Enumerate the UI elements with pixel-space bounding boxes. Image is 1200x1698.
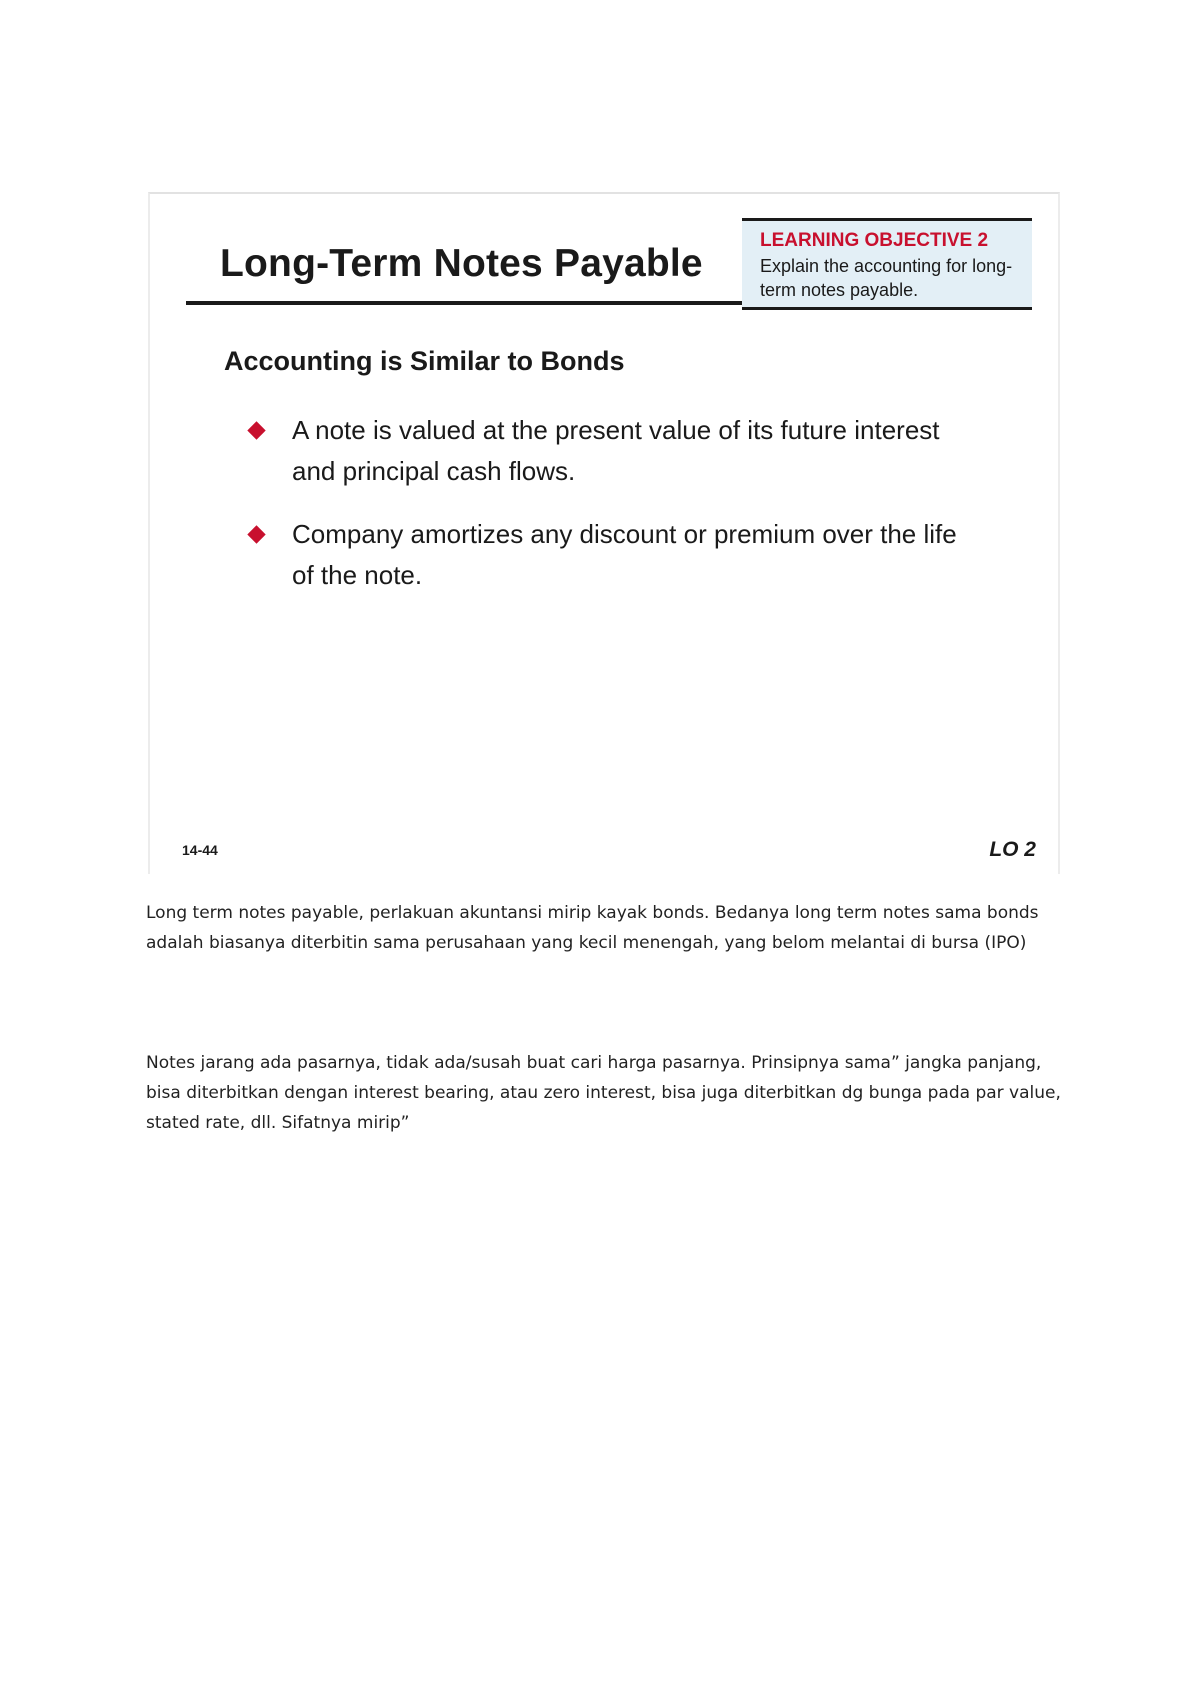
slide-subheading: Accounting is Similar to Bonds <box>224 346 625 376</box>
title-underline <box>186 301 742 305</box>
bullet-text: Company amortizes any discount or premium over the life of the note. <box>292 519 957 590</box>
note-paragraph: Notes jarang ada pasarnya, tidak ada/susah buat cari harga pasarnya. Prinsipnya sama” jangka panjang, bisa diterbitkan dengan interest bearing, atau zero interest, bisa juga diterbitkan dg bunga pada par value, stated rate, dll. Sifatnya mirip” <box>146 1053 1061 1133</box>
slide-number: 14-44 <box>182 842 218 858</box>
learning-objective-tag: LO 2 <box>989 838 1036 861</box>
learning-objective-heading: LEARNING OBJECTIVE 2 <box>760 230 989 251</box>
bullet-text: A note is valued at the present value of its future interest and principal cash flows. <box>292 415 940 486</box>
diamond-bullet-icon <box>247 525 265 543</box>
slide-title: Long-Term Notes Payable <box>220 242 703 285</box>
learning-objective-box <box>742 218 1032 310</box>
note-paragraph: Long term notes payable, perlakuan akuntansi mirip kayak bonds. Bedanya long term notes sama bonds adalah biasanya diterbitin sama perusahaan yang kecil menengah, yang belom melantai di bursa (IPO) <box>146 903 1039 953</box>
diamond-bullet-icon <box>247 421 265 439</box>
learning-objective-text: Explain the accounting for long-term notes payable. <box>760 256 1013 300</box>
slide-image <box>148 192 1060 874</box>
